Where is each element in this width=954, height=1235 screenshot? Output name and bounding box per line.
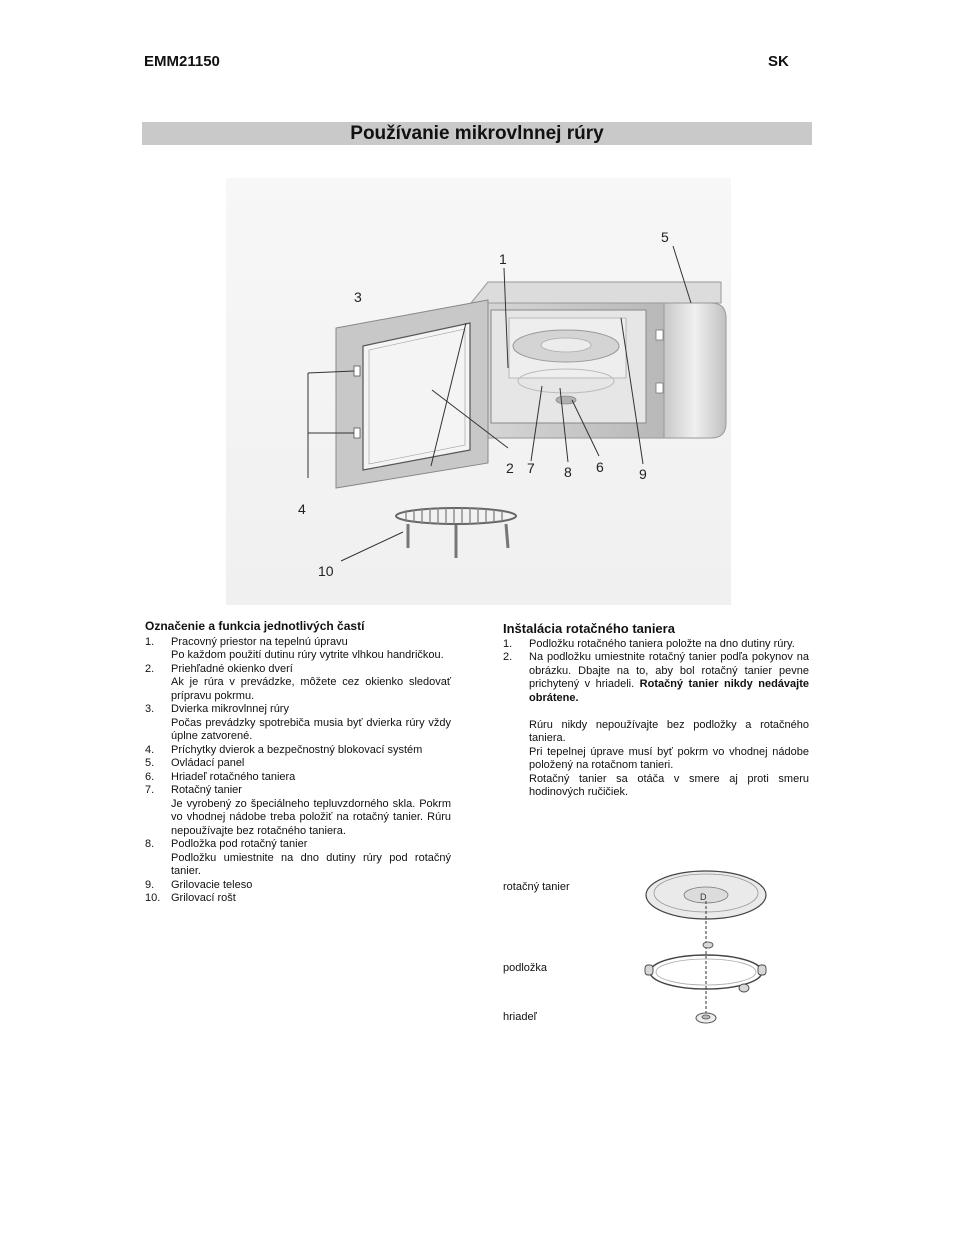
label-shaft: hriadeľ <box>503 1011 537 1023</box>
list-item-detail: Po každom použití dutinu rúry vytrite vlhkou handričkou. <box>171 649 444 661</box>
model-number: EMM21150 <box>144 53 220 70</box>
warning-text: Rotačný tanier nikdy nedávajte obrátene. <box>529 678 809 704</box>
list-item: 7. Rotačný tanier <box>145 784 242 796</box>
latch-slot-lower <box>656 383 663 393</box>
list-item: 3. Dvierka mikrovlnnej rúry <box>145 703 289 715</box>
callout-2: 2 <box>506 460 514 476</box>
callout-10: 10 <box>318 563 334 579</box>
note-paragraph: Rúru nikdy nepoužívajte bez podložky a rotačného taniera. <box>529 718 809 744</box>
list-item: 6. Hriadeľ rotačného taniera <box>145 770 296 783</box>
page-title-bar <box>142 122 812 145</box>
installation-section <box>503 622 809 800</box>
latch-slot-upper <box>656 330 663 340</box>
turntable-assembly-diagram <box>640 865 775 1030</box>
callout-5: 5 <box>661 229 669 245</box>
microwave-parts-diagram <box>226 178 731 605</box>
callout-7: 7 <box>527 460 535 476</box>
list-item: 2. Na podložku umiestnite rotačný tanier podľa pokynov na obrázku. Dbajte na to, aby bol rotačný tanier pevne prichytený v hriadeli. Rotačný tanier nikdy nedávajte obrátene. <box>503 651 809 704</box>
list-item-detail: Podložku umiestnite na dno dutiny rúry pod rotačný tanier. <box>171 851 451 877</box>
callout-6: 6 <box>596 459 604 475</box>
list-item: 1. Podložku rotačného taniera položte na dno dutiny rúry. <box>503 637 795 650</box>
list-item-detail: Je vyrobený zo špeciálneho tepluvzdorného skla. Pokrm vo vhodnej nádobe treba položiť na rotačný tanier. Rúru nepoužívajte bez rotačného taniera. <box>171 797 451 837</box>
list-item: 10. Grilovací rošt <box>145 892 236 904</box>
list-item: 4. Príchytky dvierok a bezpečnostný blokovací systém <box>145 743 423 756</box>
door-latch-lower <box>354 428 360 438</box>
list-item: 2. Priehľadné okienko dverí <box>145 662 293 675</box>
callout-3: 3 <box>354 289 362 305</box>
parts-list-section <box>145 620 451 906</box>
note-paragraph: Rotačný tanier sa otáča v smere aj proti smeru hodinových ručičiek. <box>529 772 809 798</box>
list-item: 9. Grilovacie teleso <box>145 878 253 891</box>
list-item-detail: Ak je rúra v prevádzke, môžete cez okienko sledovať prípravu pokrmu. <box>171 676 451 702</box>
note-paragraph: Pri tepelnej úprave musí byť pokrm vo vhodnej nádobe položený na rotačnom tanieri. <box>529 745 809 771</box>
door-latch-upper <box>354 366 360 376</box>
callout-4: 4 <box>298 501 306 517</box>
label-turntable: rotačný tanier <box>503 881 570 893</box>
list-item-detail: Počas prevádzky spotrebiča musia byť dvierka rúry vždy úplne zatvorené. <box>171 716 451 742</box>
installation-title: Inštalácia rotačného taniera <box>503 621 675 636</box>
callout-9: 9 <box>639 466 647 482</box>
control-panel <box>664 303 726 438</box>
callout-1: 1 <box>499 251 507 267</box>
plate-hub-mark: D <box>700 892 707 902</box>
label-roller-ring: podložka <box>503 962 548 974</box>
callout-8: 8 <box>564 464 572 480</box>
oven-top <box>471 282 721 303</box>
page-title: Používanie mikrovlnnej rúry <box>350 123 604 144</box>
list-item: 8. Podložka pod rotačný tanier <box>145 838 308 850</box>
list-item: 1. Pracovný priestor na tepelnú úpravu <box>145 635 348 648</box>
parts-list-title: Označenie a funkcia jednotlivých častí <box>145 619 365 633</box>
language-code: SK <box>768 53 789 70</box>
door-window <box>363 323 470 470</box>
list-item: 5. Ovládací panel <box>145 757 245 769</box>
